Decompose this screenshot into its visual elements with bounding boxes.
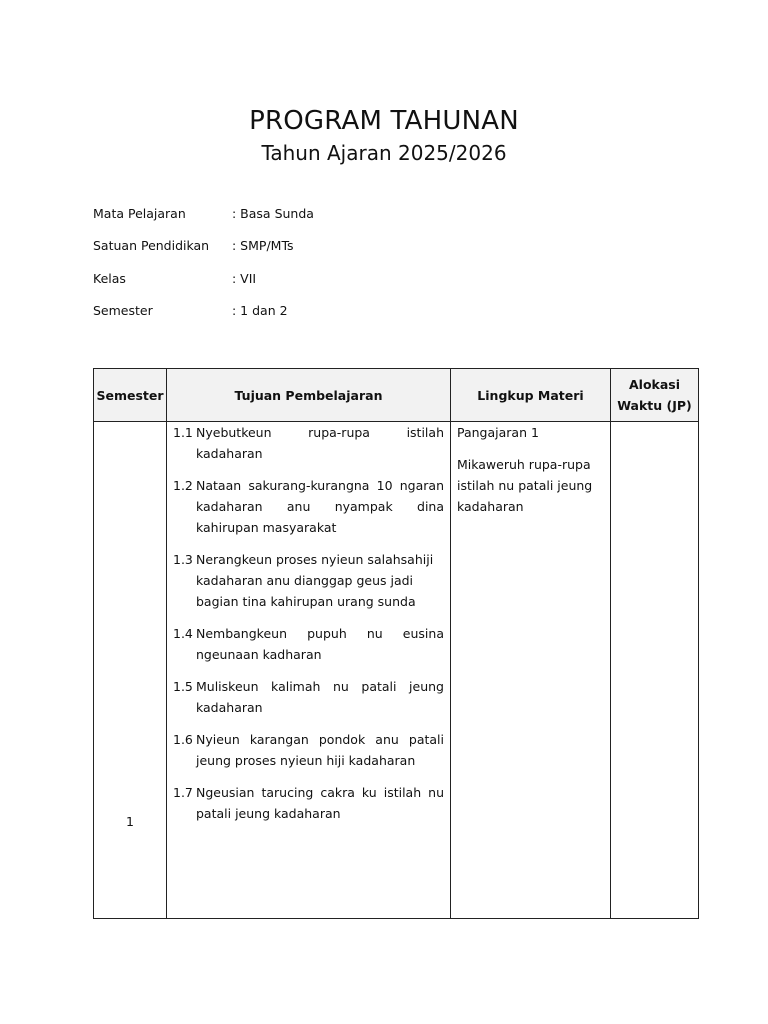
goal-number: 1.6 <box>173 732 193 747</box>
materi-cell <box>451 422 611 919</box>
goal-number: 1.4 <box>173 626 193 641</box>
goal-text: Nyebutkeun rupa-rupa istilah kadaharan <box>196 425 444 461</box>
goal-number: 1.1 <box>173 425 193 440</box>
header-alokasi: Alokasi Waktu (JP) <box>611 369 699 422</box>
table-row <box>94 422 699 919</box>
table-header-row <box>94 369 699 422</box>
goal-number: 1.5 <box>173 679 193 694</box>
goal-number: 1.3 <box>173 552 193 567</box>
materi-unit: Pangajaran 1 <box>457 425 539 440</box>
goal-item <box>173 422 444 464</box>
info-value: : SMP/MTs <box>232 238 294 253</box>
goal-item <box>173 782 444 824</box>
document-subtitle: Tahun Ajaran 2025/2026 <box>261 141 507 165</box>
goal-number: 1.2 <box>173 478 193 493</box>
info-label: Satuan Pendidikan <box>93 238 210 253</box>
goal-item <box>173 475 444 538</box>
info-value: : VII <box>232 271 257 286</box>
goal-item <box>173 729 444 771</box>
info-value: : 1 dan 2 <box>232 303 288 318</box>
goal-text: Ngeusian tarucing cakra ku istilah nu patali jeung kadaharan <box>196 785 444 821</box>
info-label: Mata Pelajaran <box>93 206 186 221</box>
goal-text: Nerangkeun proses nyieun salahsahiji kadaharan anu dianggap geus jadi bagian tina kahirupan urang sunda <box>196 552 434 609</box>
alokasi-cell <box>611 422 699 919</box>
info-label: Kelas <box>93 271 126 286</box>
header-semester: Semester <box>94 369 167 422</box>
goal-text: Nataan sakurang-kurangna 10 ngaran kadaharan anu nyampak dina kahirupan masyarakat <box>196 478 444 535</box>
goal-number: 1.7 <box>173 785 193 800</box>
goal-text: Nembangkeun pupuh nu eusina ngeunaan kadharan <box>196 626 444 662</box>
program-table <box>93 368 699 919</box>
goal-item <box>173 549 444 612</box>
goal-item <box>173 676 444 718</box>
goal-text: Muliskeun kalimah nu patali jeung kadaharan <box>196 679 444 715</box>
header-tujuan: Tujuan Pembelajaran <box>167 369 451 422</box>
semester-value: 1 <box>126 814 134 829</box>
info-value: : Basa Sunda <box>232 206 314 221</box>
document-title: PROGRAM TAHUNAN <box>249 106 519 136</box>
semester-cell <box>94 422 167 919</box>
goal-item <box>173 623 444 665</box>
goal-text: Nyieun karangan pondok anu patali jeung proses nyieun hiji kadaharan <box>196 732 444 768</box>
info-label: Semester <box>93 303 153 318</box>
materi-topic: Mikaweruh rupa-rupa istilah nu patali jeung kadaharan <box>457 457 593 514</box>
header-lingkup: Lingkup Materi <box>451 369 611 422</box>
goals-cell <box>167 422 451 919</box>
